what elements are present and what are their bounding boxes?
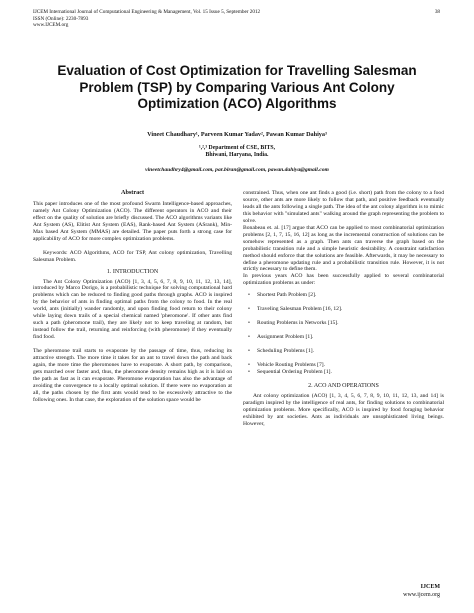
footer-url: www.ijcem.org: [403, 591, 440, 598]
section2-heading: 2. ACO AND OPERATIONS: [308, 383, 379, 390]
footer-brand: IJCEM: [420, 584, 440, 590]
affiliation: [40, 145, 434, 160]
paper-authors: Vineet Chaudhary¹, Parveen Kumar Yadav², Pawan Kumar Dahiya³: [147, 131, 327, 138]
affiliation-location: Bhiwani, Haryana, India.: [205, 152, 269, 159]
page-footer: [403, 584, 440, 599]
list-item: • Traveling Salesman Problem [16, 12].: [257, 306, 444, 313]
intro-paragraph-3: constrained. Thus, when one ant finds a good (i.e. short) path from the colony to a food source, other ants are more likely to follow that path, and positive feedback eventually leads all the ants following a single path. The idea of the ant colony algorithm is to mimic this behavior with "simulated ants" walking around the graph representing the problem to solve.: [243, 190, 444, 224]
journal-header: [33, 9, 333, 29]
intro-paragraph-5: In previous years ACO has been successfully applied to several combinatorial optimization problems as under:: [243, 273, 444, 287]
application-list: [243, 292, 444, 376]
paper-title: Evaluation of Cost Optimization for Travelling Salesman Problem (TSP) by Comparing Various Ant Colony Optimization (ACO) Algorithms: [57, 63, 417, 111]
intro-paragraph-2: The pheromone trail starts to evaporate by the passage of time, thus, reducing its attractive strength. The more time it takes for an ant to travel down the path and back again, the more time the pheromones have to evaporate. A short path, by comparison, gets marched over faster and, thus, the pheromone density remains high as it is laid on the path as fast as it can evaporate. Pheromone evaporation has also the advantage of avoiding the convergence to a locally optimal solution. If there were no evaporation at all, the paths chosen by the first ants would tend to be excessively attractive to the following ones. In that case, the exploration of the solution space would be: [33, 348, 232, 403]
author-emails: vineetchaudhry4@gmail.com, par.biran@gmail.com, pawan.dahiya@gmail.com: [145, 167, 329, 173]
intro-heading: 1. INTRODUCTION: [106, 268, 159, 275]
keywords: Keywords: ACO Algorithms, ACO for TSP, Ant colony optimization, Travelling Salesman Problem.: [33, 249, 232, 263]
abstract-text: This paper introduces one of the most profound Swarm Intelligence-based approaches, namely Ant Colony Optimization (ACO). The different operators in ACO and their effect on the quality of solution are briefly discussed. The ACO algorithms variants like Ant System (AS), Elitist Ant System (EAS), Rank-based Ant System (ASrank), Min-Max based Ant System (MMAS) are detailed. The paper puts forth a strong case for applicability of ACO for more complex optimization problems.: [33, 200, 232, 242]
section2-paragraph-1: Ant colony optimization (ACO) [1, 3, 4, 5, 6, 7, 8, 9, 10, 11, 12, 13, and 14] is paradigm inspired by the intelligence of real ants, for finding solutions to combinatorial optimization problems. More specifically, ACO is inspired by food foraging behavior exhibited by ant societies. Ants as individuals are unsophisticated living beings. However,: [243, 392, 444, 427]
list-item: • Scheduling Problems [1].: [257, 348, 444, 355]
intro-paragraph-4: Bonabeau et. al. [17] argue that ACO can be applied to most combinatorial optimization problems [2, 1, 7, 15, 16, 12] as long as the incremental construction of solutions can be somehow represented as a graph. Then ants can traverse the graph based on the probabilistic transition rule and a simple heuristic desirability. A constraint satisfaction method should enforce that the solutions are feasible. Afterwards, it may be necessary to define a pheromone updating rule and a probabilistic transition rule. However, it is not strictly necessary to define them.: [243, 224, 444, 273]
intro-paragraph-1: The Ant Colony Optimization (ACO) [1, 3, 4, 5, 6, 7, 8, 9, 10, 11, 12, 13, 14], introduced by Marco Dorigo, is a probabilistic technique for solving computational hard problems which can be reduced to finding good paths through graphs. ACO is inspired by the behavior of ants in finding optimal paths from the colony to food. In the real world, ants (initially) wander randomly, and upon finding food return to their colony while laying down trails of a special chemical named 'pheromone'. If other ants find such a path (pheromone trail), they are likely not to keep traveling at random, but instead follow the trail, returning and reinforcing (with pheromone) if they eventually find food.: [33, 278, 232, 341]
left-column: [33, 190, 232, 404]
affiliation-department: ¹,²,³ Department of CSE, BITS,: [198, 145, 276, 151]
abstract-heading: Abstract: [120, 189, 145, 196]
list-item: • Sequential Ordering Problem [1].: [257, 369, 444, 376]
list-item: • Vehicle Routing Problems [7].: [257, 362, 444, 369]
journal-issn: ISSN (Online): 2230-7893: [33, 15, 89, 22]
list-item: • Shortest Path Problem [2].: [257, 292, 444, 299]
journal-site: www.IJCEM.org: [33, 22, 69, 29]
list-item: • Assignment Problem [1].: [257, 334, 444, 341]
list-item: • Routing Problems in Networks [15].: [257, 320, 444, 327]
right-column: [243, 190, 444, 428]
journal-name: IJCEM International Journal of Computational Engineering & Management, Vol. 15 Issue 5, September 2012: [33, 9, 261, 15]
page-number: 38: [434, 9, 440, 15]
